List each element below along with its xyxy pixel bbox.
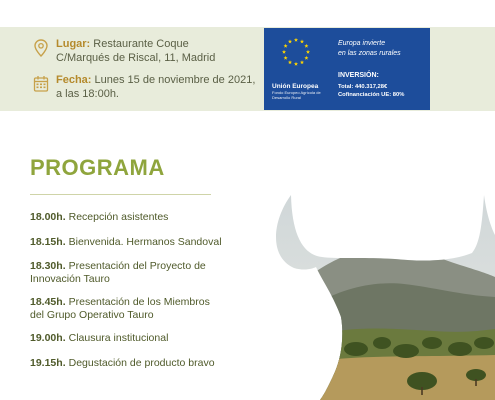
eu-stars-icon bbox=[278, 34, 314, 70]
eu-star bbox=[284, 44, 288, 48]
place-address: C/Marqués de Riscal, 11, Madrid bbox=[56, 51, 216, 64]
date-value: Lunes 15 de noviembre de 2021, bbox=[94, 74, 256, 86]
event-date bbox=[33, 74, 255, 101]
eu-funding-banner bbox=[264, 28, 430, 110]
date-time: a las 18:00h. bbox=[56, 87, 119, 100]
eu-star bbox=[288, 39, 292, 43]
calendar-icon bbox=[33, 75, 49, 93]
programa-time: 19.00h. bbox=[30, 332, 66, 344]
title-divider bbox=[30, 194, 211, 195]
eu-investment-label: INVERSIÓN: bbox=[338, 72, 379, 79]
eu-union-label: Unión Europea bbox=[272, 83, 319, 90]
programa-item bbox=[30, 236, 222, 249]
programa-description: Clausura institucional bbox=[68, 332, 169, 344]
eu-star bbox=[282, 50, 286, 54]
programa-description: Bienvenida. Hermanos Sandoval bbox=[68, 235, 222, 248]
eu-star bbox=[288, 60, 292, 64]
eu-star bbox=[300, 39, 304, 43]
programa-list bbox=[30, 211, 222, 369]
programa-item bbox=[30, 357, 222, 370]
eu-star bbox=[294, 38, 298, 42]
programa-item bbox=[30, 211, 222, 224]
eu-cofinancing: Cofinanciación UE: 80% bbox=[338, 92, 405, 98]
eu-star bbox=[306, 50, 310, 54]
programa-description: Presentación del Proyecto de bbox=[68, 260, 206, 272]
programa-time: 18.30h. bbox=[30, 260, 66, 272]
eu-investment-total: Total: 440.317,28€ bbox=[338, 84, 388, 90]
programa-item bbox=[30, 296, 222, 321]
eu-star bbox=[304, 44, 308, 48]
place-name: Restaurante Coque bbox=[93, 38, 189, 50]
place-label: Lugar: bbox=[56, 38, 91, 50]
programa-description: Innovación Tauro bbox=[30, 272, 110, 285]
programa-description: del Grupo Operativo Tauro bbox=[30, 308, 154, 321]
programa-time: 19.15h. bbox=[30, 356, 66, 369]
eu-slogan bbox=[338, 39, 401, 59]
programa-description: Presentación de los Miembros bbox=[68, 296, 210, 308]
eu-star bbox=[284, 56, 288, 60]
programa-description: Degustación de producto bravo bbox=[68, 356, 215, 369]
eu-slogan-line2: en las zonas rurales bbox=[338, 50, 401, 57]
programa-time: 18.15h. bbox=[30, 235, 66, 248]
location-pin-icon bbox=[33, 39, 49, 57]
programa-item bbox=[30, 332, 222, 345]
eu-fund-label: Fondo Europeo Agrícola de Desarrollo Rural bbox=[272, 90, 321, 100]
event-place bbox=[33, 38, 215, 65]
eu-star bbox=[294, 62, 298, 66]
programa-time: 18.45h. bbox=[30, 296, 66, 308]
date-label: Fecha: bbox=[56, 74, 92, 86]
eu-star bbox=[304, 56, 308, 60]
bull-landscape-illustration bbox=[264, 185, 495, 400]
programa-item bbox=[30, 260, 222, 285]
eu-slogan-line1: Europa invierte bbox=[338, 40, 386, 47]
programa-title: PROGRAMA bbox=[30, 155, 165, 180]
programa-time: 18.00h. bbox=[30, 211, 66, 223]
eu-star bbox=[300, 60, 304, 64]
programa-description: Recepción asistentes bbox=[68, 211, 169, 223]
